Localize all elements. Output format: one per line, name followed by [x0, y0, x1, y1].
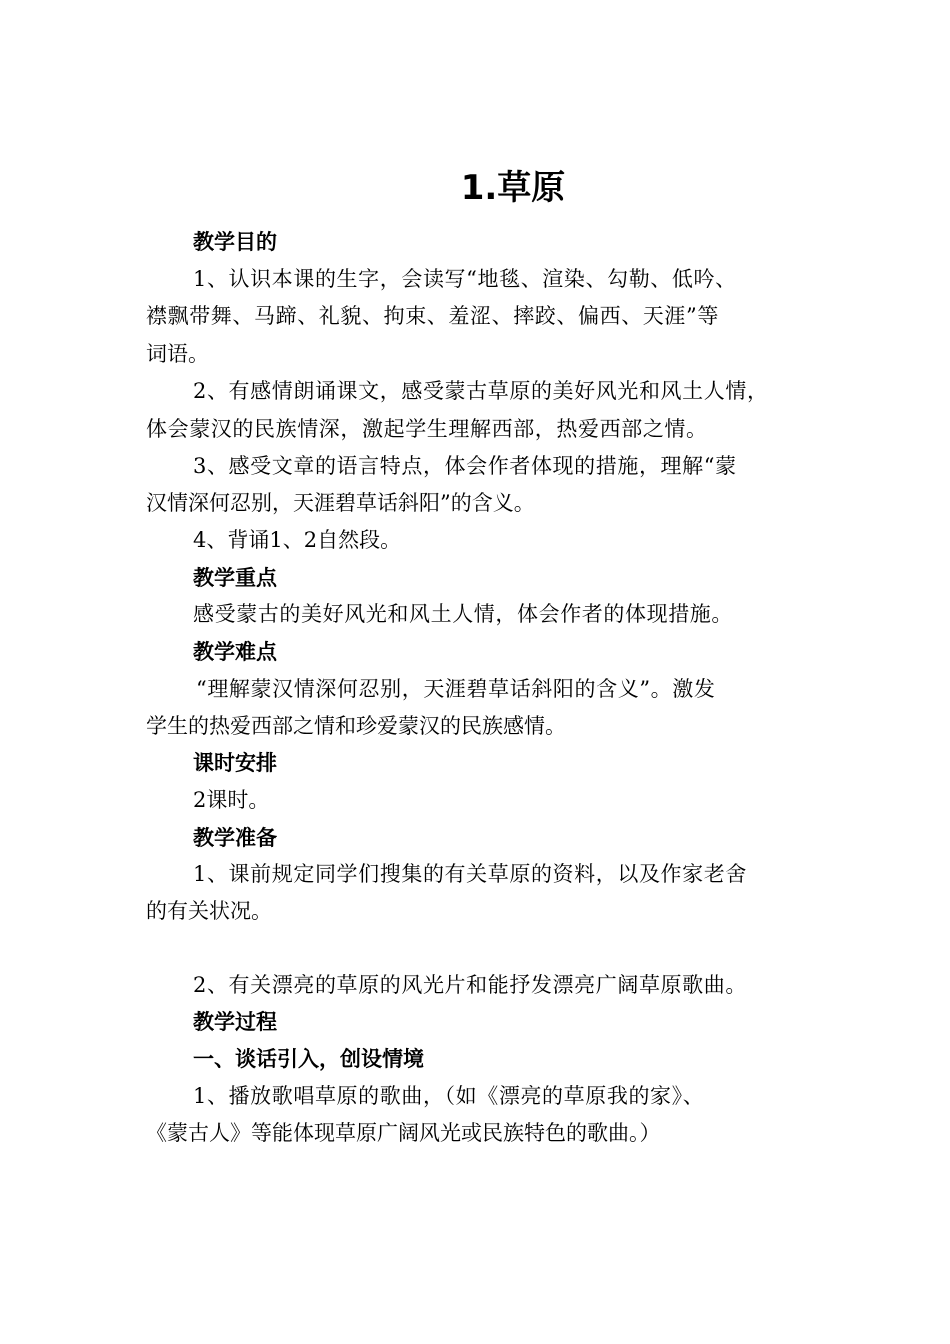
key-points-line-1: 感受蒙古的美好风光和风土人情，体会作者的体现措施。: [193, 602, 733, 626]
schedule-line-1: 2课时。: [193, 788, 270, 812]
key-points-heading: 教学重点: [193, 566, 277, 590]
schedule-heading: 课时安排: [193, 751, 277, 775]
goals-line-5: 体会蒙汉的民族情深，激起学生理解西部，热爱西部之情。: [146, 417, 708, 441]
goals-line-4: 2、有感情朗诵课文，感受蒙古草原的美好风光和风土人情，: [193, 379, 769, 403]
process-heading: 教学过程: [193, 1010, 277, 1034]
preparation-heading: 教学准备: [193, 826, 277, 850]
goals-line-1: 1、认识本课的生字，会读写“地毯、渲染、勾勒、低吟、: [193, 267, 737, 291]
goals-line-2: 襟飘带舞、马蹄、礼貌、拘束、羞涩、摔跤、偏西、天涯”等: [146, 304, 719, 328]
process-line-2: 《蒙古人》等能体现草原广阔风光或民族特色的歌曲。）: [146, 1121, 661, 1145]
difficult-points-line-2: 学生的热爱西部之情和珍爱蒙汉的民族感情。: [146, 714, 566, 738]
difficult-points-line-1: “理解蒙汉情深何忍别，天涯碧草话斜阳的含义”。激发: [196, 677, 716, 701]
page-title: 1.草原: [460, 168, 566, 208]
process-subheading-1: 一、谈话引入，创设情境: [193, 1047, 424, 1071]
goals-line-8: 4、背诵1、2自然段。: [193, 528, 402, 552]
goals-heading: 教学目的: [193, 230, 277, 254]
difficult-points-heading: 教学难点: [193, 640, 277, 664]
goals-line-6: 3、感受文章的语言特点，体会作者体现的措施，理解“蒙: [193, 454, 737, 478]
preparation-line-3: 2、有关漂亮的草原的风光片和能抒发漂亮广阔草原歌曲。: [193, 973, 747, 997]
goals-line-3: 词语。: [146, 342, 209, 366]
process-line-1: 1、播放歌唱草原的歌曲，（如《漂亮的草原我的家》、: [193, 1084, 705, 1108]
goals-line-7: 汉情深何忍别，天涯碧草话斜阳”的含义。: [146, 491, 535, 515]
preparation-line-1: 1、课前规定同学们搜集的有关草原的资料，以及作家老舍: [193, 862, 747, 886]
preparation-line-2: 的有关状况。: [146, 899, 272, 923]
